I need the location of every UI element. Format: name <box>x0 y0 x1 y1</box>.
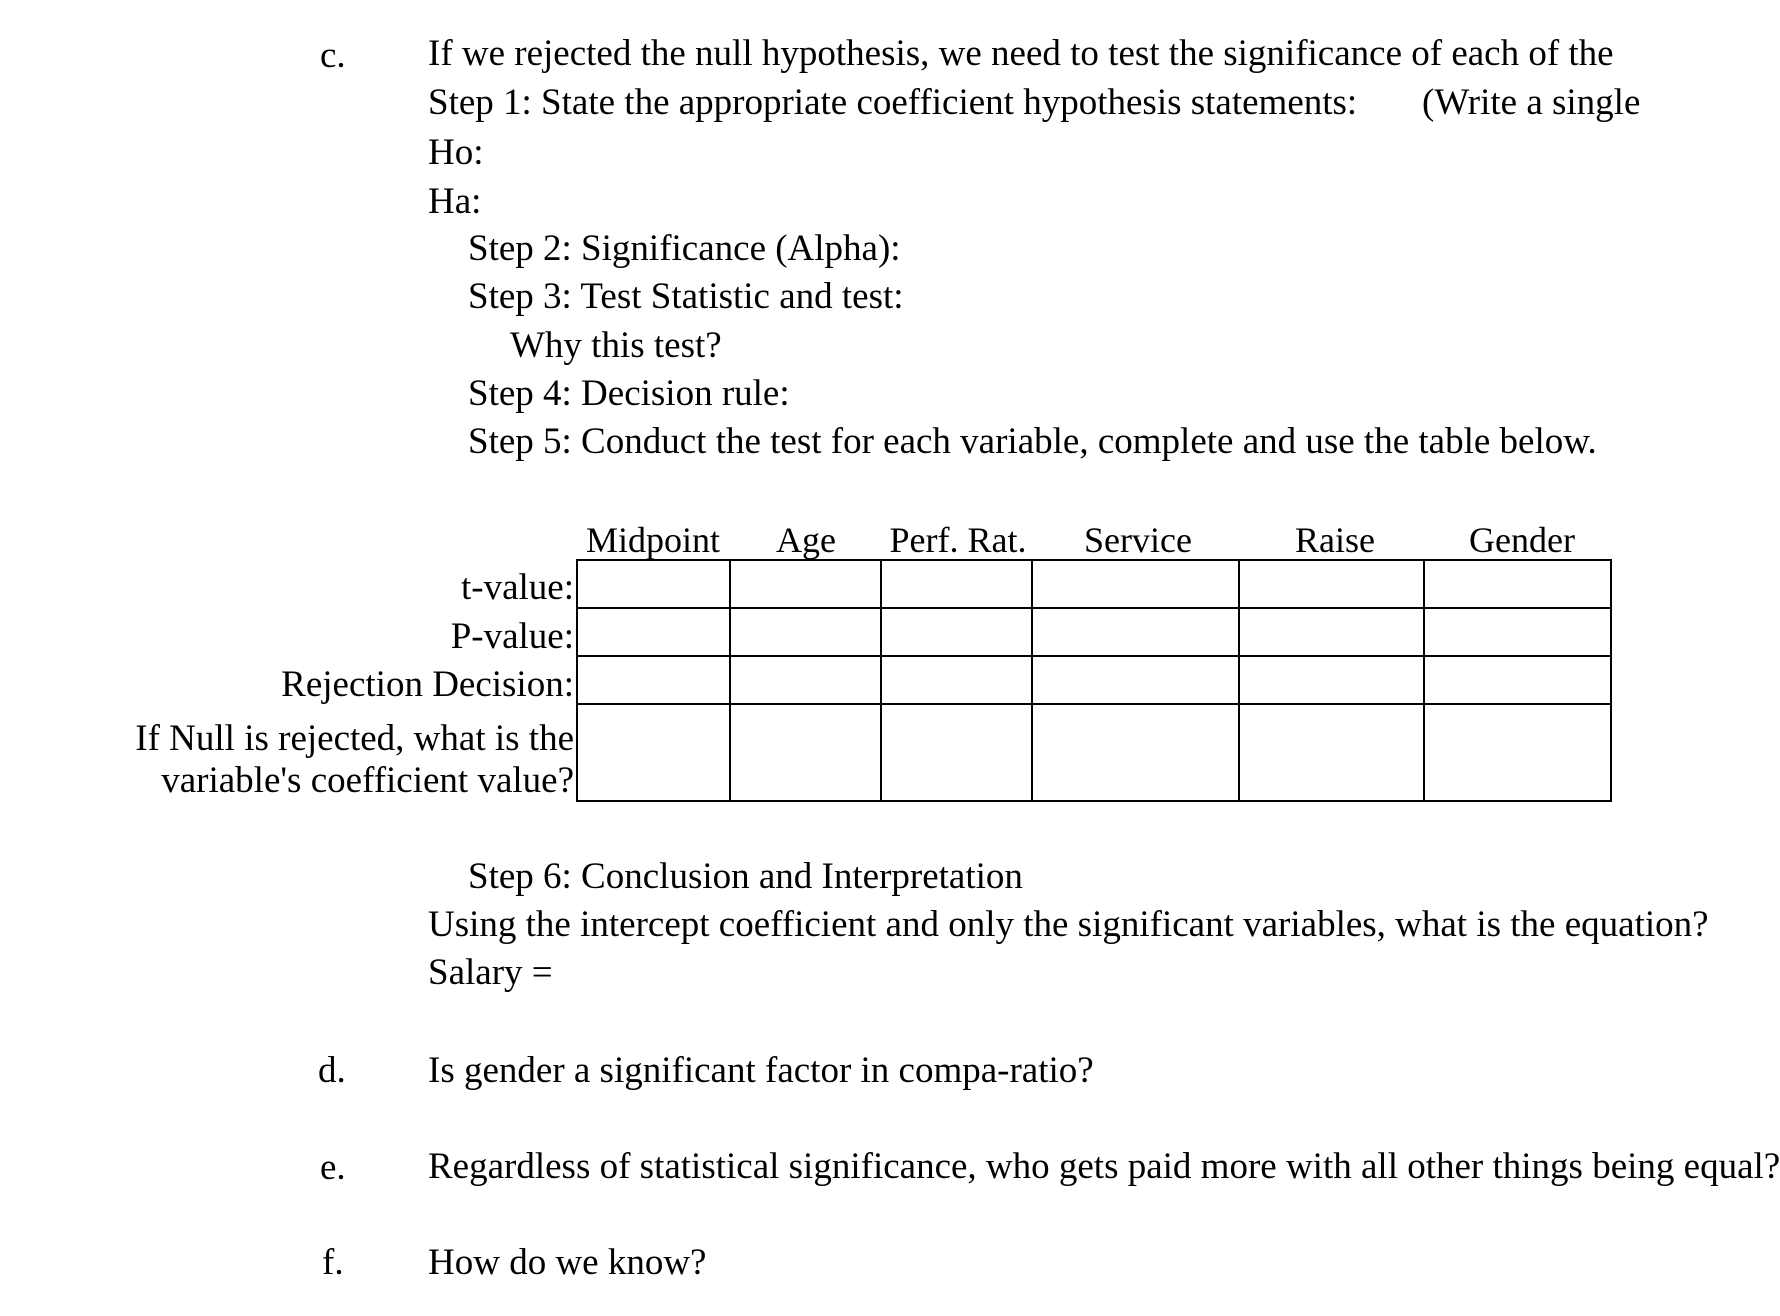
cell-t-midpoint[interactable] <box>577 560 730 608</box>
cell-t-perf-rat[interactable] <box>881 560 1032 608</box>
step3-text: Step 3: Test Statistic and test: <box>468 276 904 317</box>
col-header-midpoint: Midpoint <box>585 520 720 560</box>
step6-question: Using the intercept coefficient and only the significant variables, what is the equation? <box>428 904 1709 945</box>
cell-p-perf-rat[interactable] <box>881 608 1032 656</box>
cell-coef-service[interactable] <box>1032 704 1239 801</box>
row-label-t-value: t-value: <box>460 567 574 608</box>
table-row-rejection <box>577 656 1611 704</box>
col-header-raise: Raise <box>1295 520 1375 560</box>
step4-text: Step 4: Decision rule: <box>468 373 790 414</box>
cell-coef-perf-rat[interactable] <box>881 704 1032 801</box>
cell-p-age[interactable] <box>730 608 881 656</box>
ho-label: Ho: <box>428 132 484 173</box>
cell-coef-age[interactable] <box>730 704 881 801</box>
cell-t-gender[interactable] <box>1424 560 1611 608</box>
table-row-t-value <box>577 560 1611 608</box>
cell-coef-gender[interactable] <box>1424 704 1611 801</box>
step1-text: Step 1: State the appropriate coefficient hypothesis statements: <box>428 82 1358 123</box>
cell-p-service[interactable] <box>1032 608 1239 656</box>
section-d-label: d. <box>318 1050 346 1091</box>
step2-text: Step 2: Significance (Alpha): <box>468 228 901 269</box>
cell-p-raise[interactable] <box>1239 608 1424 656</box>
cell-rej-raise[interactable] <box>1239 656 1424 704</box>
ha-label: Ha: <box>428 181 482 222</box>
section-c-intro: If we rejected the null hypothesis, we need to test the significance of each of the <box>428 33 1614 74</box>
salary-equation-label: Salary = <box>428 952 553 993</box>
row-label-coef-line2: variable's coefficient value? <box>161 760 574 801</box>
section-d-question: Is gender a significant factor in compa-ratio? <box>428 1050 1094 1091</box>
row-label-rejection: Rejection Decision: <box>281 664 574 705</box>
section-c-label: c. <box>320 35 346 76</box>
cell-t-age[interactable] <box>730 560 881 608</box>
row-label-coef-line1: If Null is rejected, what is the <box>135 718 574 759</box>
table-row-coefficient <box>577 704 1611 801</box>
step1-note: (Write a single <box>1422 82 1641 123</box>
cell-rej-perf-rat[interactable] <box>881 656 1032 704</box>
cell-t-service[interactable] <box>1032 560 1239 608</box>
cell-rej-service[interactable] <box>1032 656 1239 704</box>
section-f-question: How do we know? <box>428 1242 707 1283</box>
section-f-label: f. <box>322 1242 344 1283</box>
why-test-text: Why this test? <box>510 325 722 366</box>
cell-coef-raise[interactable] <box>1239 704 1424 801</box>
section-e-label: e. <box>320 1147 346 1188</box>
cell-p-gender[interactable] <box>1424 608 1611 656</box>
answer-table <box>576 559 1612 802</box>
col-header-service: Service <box>1084 520 1192 560</box>
col-header-age: Age <box>776 520 836 560</box>
cell-p-midpoint[interactable] <box>577 608 730 656</box>
cell-rej-midpoint[interactable] <box>577 656 730 704</box>
col-header-gender: Gender <box>1469 520 1575 560</box>
cell-t-raise[interactable] <box>1239 560 1424 608</box>
col-header-perf-rat: Perf. Rat. <box>889 520 1027 560</box>
row-label-p-value: P-value: <box>450 616 574 657</box>
cell-rej-age[interactable] <box>730 656 881 704</box>
cell-rej-gender[interactable] <box>1424 656 1611 704</box>
step5-text: Step 5: Conduct the test for each variable, complete and use the table below. <box>468 421 1597 462</box>
section-e-question: Regardless of statistical significance, who gets paid more with all other things being equal? <box>428 1146 1780 1187</box>
step6-title: Step 6: Conclusion and Interpretation <box>468 856 1023 897</box>
table-row-p-value <box>577 608 1611 656</box>
cell-coef-midpoint[interactable] <box>577 704 730 801</box>
